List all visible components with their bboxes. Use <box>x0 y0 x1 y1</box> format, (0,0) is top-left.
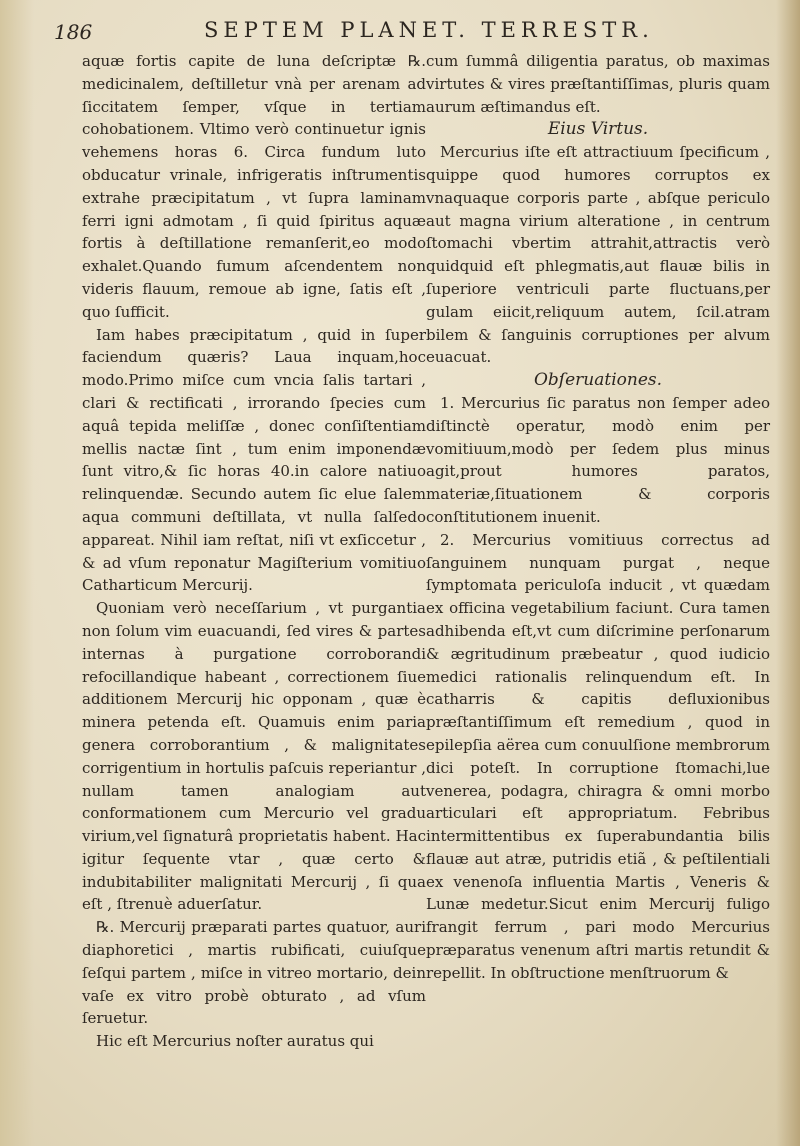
right-column <box>426 50 770 985</box>
observation-2: 2. Mercurius vomitiuus correctus ad ſanguinem nunquam purgat , neque ſymptomata periculoſa inducit , vt quædam ex officina vegetabilium faciunt. Cura tamen adhibenda eſt,vt cum diſcrimine perſonarum & ægritudinum præbeatur , quod iudicio medici rationalis relinquendum eſt. In catharris & capitis defluxionibus præſtantiſſimum eſt remedium , quod in epilepſia aërea cum conuulſione membrorum dici poteſt. In corruptione ſtomachi,lue venerea, podagra, chiragra & omni morbo articulari eſt appropriatum. Febribus intermittentibus ex ſuperabundantia bilis flauæ aut atræ, putridis etiã , & peſtilentiali ex venenoſa influentia Martis , Veneris & Lunæ medetur.Sicut enim Mercurij fuligo frangit ferrum , pari modo Mercurius præparatus venenum aſtri martis retundit & repellit. In obſtructione menſtruorum & <box>426 530 770 982</box>
right-paragraph-1: cum ſummâ diligentia paratus, ob maximas virtutes & vires præſtantiſſimas, pluris quam aurum æſtimandus eſt. <box>426 52 770 116</box>
section-heading-virtus: Eius Virtus. <box>547 119 649 140</box>
left-paragraph-4: ℞. Mercurij præparati partes quatuor, auri diaphoretici , martis rubificati, cuiuſque ſeſqui partem , miſce in vitreo mortario, dein vaſe ex vitro probè obturato , ad vſum ſeruetur. <box>82 918 426 1028</box>
page-number: 186 <box>54 20 93 44</box>
running-head: SEPTEM PLANET. TERRESTR. <box>204 18 654 42</box>
left-paragraph-2: Iam habes præcipitatum , quid in ſuper faciendum quæris? Laua inquam,hoc modo.Primo miſce cum vncia ſalis tartari , clari & rectificati , irrorando ſpecies cum aquâ tepida meliſſæ , donec conſiſtentiam mellis nactæ ſint , tum enim imponendæ ſunt vitro,& ſic horas 40.in calore natiuo relinquendæ. Secundo autem ſic elue ſalem aqua communi deſtillata, vt nulla ſalſedo appareat. Nihil iam reſtat, niſi vt exſiccetur , & ad vſum reponatur Magiſterium vomitiuo Catharticum Mercurij. <box>82 325 426 595</box>
observation-1: 1. Mercurius ſic paratus non ſemper adeo diſtinctè operatur, modò enim per vomitiuum,modò per ſedem plus minus agit,prout humores paratos, materiæ,ſituationem & corporis conſtitutionem inuenit. <box>426 393 770 526</box>
left-paragraph-5: Hic eſt Mercurius noſter auratus qui <box>96 1032 374 1051</box>
page-header <box>50 16 780 46</box>
section-heading-observationes: Obſeruationes. <box>533 370 663 391</box>
left-paragraph-1: aquæ fortis capite de luna deſcriptæ ℞. medicinalem, deſtilletur vnà per arenam ad ſiccitatem ſemper, vſque in tertiam cohobationem. Vltimo verò continuetur ignis vehemens horas 6. Circa fundum luto obducatur vrinale, infrigeratis inſtrumentis extrahe præcipitatum , vt ſupra laminam ferri igni admotam , ſi quid ſpiritus aquæ fortis à deſtillatione remanſerit,eo modo exhalet.Quando fumum aſcendentem non videris flauum, remoue ab igne, ſatis eſt , quo ſufficit. <box>82 52 426 321</box>
page-shadow-right <box>776 0 800 1146</box>
left-paragraph-3: Quoniam verò neceſſarium , vt purgantia non ſolum vim euacuandi, ſed vires & partes internas à purgatione corroborandi refocillandique habeant , correctionem ſiue additionem Mercurij hic opponam , quæ è minera petenda eſt. Quamuis enim paria genera corroborantium , & malignitates corrigentium in hortulis paſcuis reperiantur , nullam tamen analogiam aut conformationem cum Mercurio vel gradu virium,vel ſignaturâ proprietatis habent. Hac igitur ſequente vtar , quæ certo & indubitabiliter malignitati Mercurij , ſi qua eſt , ſtrenuè aduerſatur. <box>82 599 426 914</box>
right-paragraph-2: Mercurius iſte eſt attractiuum ſpecificum , quippe quod humores corruptos ex vnaquaque corporis parte , abſque periculo aut magna virium alteratione , in centrum ſtomachi vbertim attrahit,attractis verò quidquid eſt phlegmatis,aut flauæ bilis in ſuperiore ventriculi parte fluctuans,per gulam eiicit,reliquum autem, ſcil.atram bilem & ſanguinis corruptiones per alvum euacuat. <box>426 143 770 367</box>
page-shadow-left <box>0 0 34 1146</box>
left-column <box>82 50 426 1053</box>
